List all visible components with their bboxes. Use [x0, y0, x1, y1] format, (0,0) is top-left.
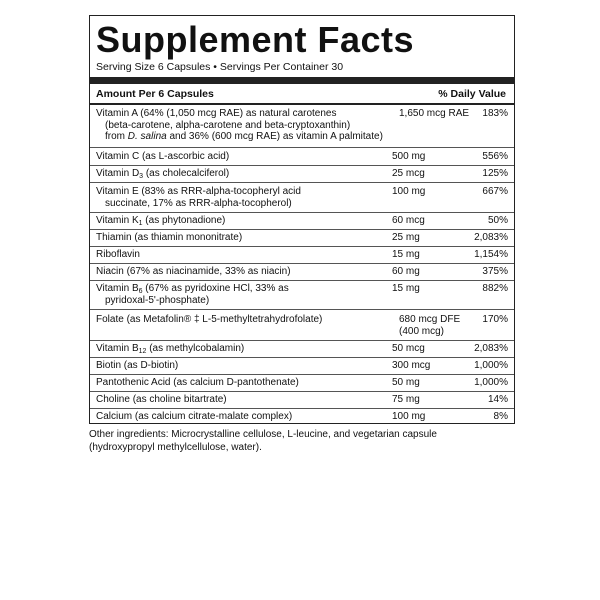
- supplement-facts-panel: [89, 15, 515, 424]
- row-divider: [90, 229, 514, 230]
- nutrient-dv: 882%: [482, 283, 508, 294]
- serving-info: Serving Size 6 Capsules • Servings Per Container 30: [96, 61, 344, 73]
- nutrient-name: Vitamin A (64% (1,050 mcg RAE) as natural carotenes: [96, 108, 337, 119]
- row-divider: [90, 340, 514, 341]
- nutrient-amount: 100 mg: [392, 186, 426, 197]
- row-divider: [90, 147, 514, 148]
- nutrient-dv: 125%: [482, 168, 508, 179]
- row-divider: [90, 280, 514, 281]
- row-divider: [90, 309, 514, 310]
- nutrient-name: Pantothenic Acid (as calcium D-pantothenate): [96, 377, 299, 388]
- nutrient-dv: 170%: [482, 314, 508, 325]
- row-divider: [90, 357, 514, 358]
- nutrient-name: Thiamin (as thiamin mononitrate): [96, 232, 243, 243]
- nutrient-name: Folate (as Metafolin® ‡ L-5-methyltetrahydrofolate): [96, 314, 323, 325]
- nutrient-amount: 75 mg: [392, 394, 420, 405]
- daily-value-header: % Daily Value: [438, 88, 506, 100]
- nutrient-amount-alt: (400 mcg): [399, 325, 445, 337]
- nutrient-name: Vitamin C (as L-ascorbic acid): [96, 151, 230, 162]
- row-divider: [90, 374, 514, 375]
- nutrient-dv: 2,083%: [474, 232, 508, 243]
- nutrient-name-line3: from D. salina and 36% (600 mcg RAE) as vitamin A palmitate): [105, 131, 383, 142]
- nutrient-amount: 60 mg: [392, 266, 420, 277]
- column-header: [96, 87, 508, 101]
- nutrient-name: Vitamin $D_3$ (as cholecalciferol): [96, 168, 230, 180]
- nutrient-dv: 667%: [482, 186, 508, 197]
- nutrient-name-line2: pyridoxal-5'-phosphate): [105, 294, 210, 306]
- nutrient-dv: 183%: [482, 108, 508, 119]
- nutrient-amount: 300 mcg: [392, 360, 431, 371]
- nutrient-name: Biotin (as D-biotin): [96, 360, 179, 371]
- other-ingredients-line2: (hydroxypropyl methylcellulose, water).: [89, 441, 262, 453]
- nutrient-name: Niacin (67% as niacinamide, 33% as niacin): [96, 266, 291, 277]
- amount-header: Amount Per 6 Capsules: [96, 88, 214, 100]
- nutrient-dv: 1,000%: [474, 377, 508, 388]
- nutrient-dv: 50%: [487, 215, 508, 226]
- nutrient-name: Choline (as choline bitartrate): [96, 394, 227, 405]
- nutrient-name: Riboflavin: [96, 249, 140, 260]
- nutrient-dv: 556%: [482, 151, 508, 162]
- nutrient-dv: 1,000%: [474, 360, 508, 371]
- row-divider: [90, 408, 514, 409]
- panel-title: Supplement Facts: [96, 19, 415, 60]
- row-divider: [90, 391, 514, 392]
- nutrient-dv: 375%: [482, 266, 508, 277]
- row-divider: [90, 182, 514, 183]
- nutrient-dv: 14%: [487, 394, 508, 405]
- nutrient-dv: 8%: [493, 411, 508, 422]
- other-ingredients-line1: Other ingredients: Microcrystalline cellulose, L-leucine, and vegetarian capsule: [89, 429, 437, 440]
- thick-divider: [90, 77, 514, 84]
- nutrient-amount: 50 mg: [392, 377, 420, 388]
- nutrient-amount: 60 mcg: [392, 215, 425, 226]
- nutrient-amount: 50 mcg: [392, 343, 425, 354]
- nutrient-name-line2: succinate, 17% as RRR-alpha-tocopherol): [105, 197, 292, 209]
- nutrient-dv: 2,083%: [474, 343, 508, 354]
- row-divider: [90, 263, 514, 264]
- nutrient-amount: 500 mg: [392, 151, 426, 162]
- row-divider: [90, 246, 514, 247]
- row-divider: [90, 165, 514, 166]
- thin-divider: [90, 103, 514, 105]
- nutrient-name: Calcium (as calcium citrate-malate complex): [96, 411, 293, 422]
- nutrient-amount: 15 mg: [392, 249, 420, 260]
- nutrient-amount: 680 mcg DFE: [399, 314, 461, 325]
- nutrient-name: Vitamin $B_6$ (67% as pyridoxine HCl, 33% as: [96, 283, 289, 295]
- nutrient-amount: 25 mg: [392, 232, 420, 243]
- nutrient-amount: 15 mg: [392, 283, 420, 294]
- nutrient-name: Vitamin E (83% as RRR-alpha-tocopheryl acid: [96, 186, 301, 197]
- nutrient-dv: 1,154%: [474, 249, 508, 260]
- species-name: D. salina: [127, 131, 167, 142]
- nutrient-name: Vitamin $K_1$ (as phytonadione): [96, 215, 226, 227]
- nutrient-name: Vitamin $B_{12}$ (as methylcobalamin): [96, 343, 245, 355]
- nutrient-amount: 25 mcg: [392, 168, 425, 179]
- nutrient-amount: 100 mg: [392, 411, 426, 422]
- nutrient-amount: 1,650 mcg RAE: [399, 108, 470, 119]
- row-divider: [90, 212, 514, 213]
- nutrient-name-line2: (beta-carotene, alpha-carotene and beta-cryptoxanthin): [105, 119, 351, 131]
- other-ingredients: [89, 429, 519, 454]
